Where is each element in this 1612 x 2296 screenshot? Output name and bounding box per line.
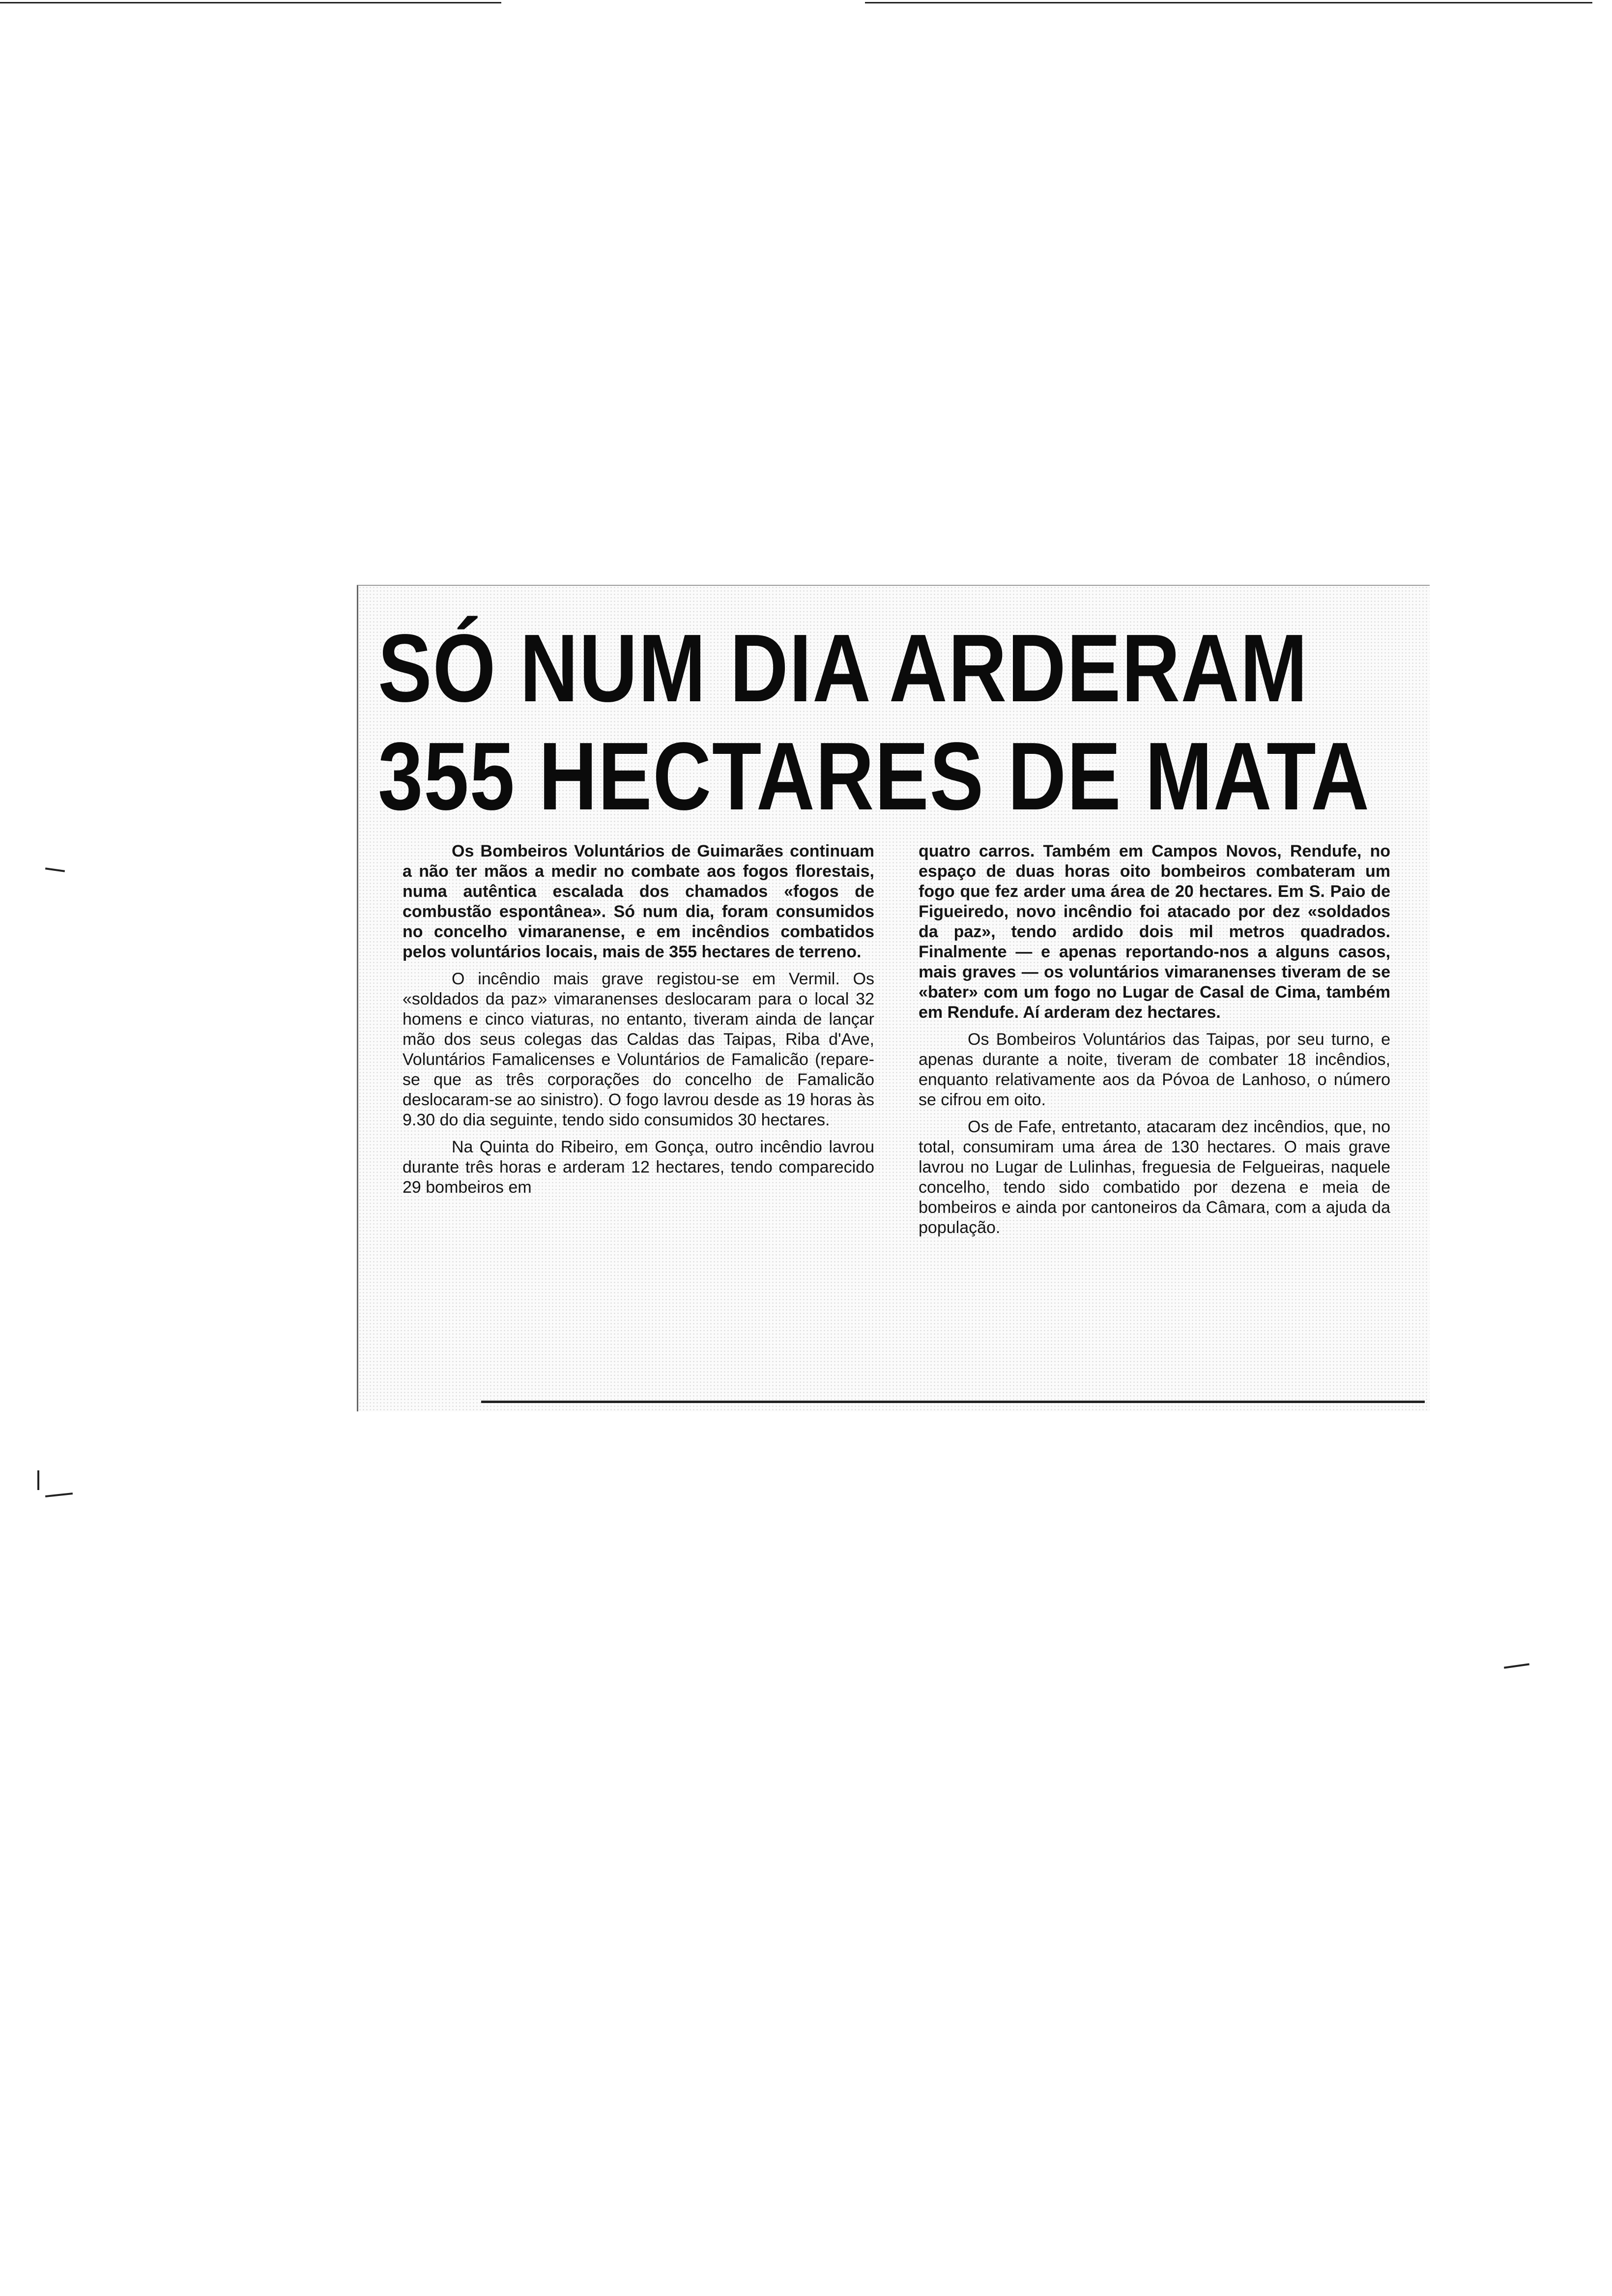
article-paragraph: Os Bombeiros Voluntários das Taipas, por seu turno, e apenas durante a noite, tiveram de combater 18 incêndios, enquanto relativamente aos da Póvoa de Lanhoso, o número se cifrou em oito. (919, 1030, 1390, 1109)
scan-edge-mark (0, 2, 501, 3)
article-paragraph: Os Bombeiros Voluntários de Guimarães continuam a não ter mãos a medir no combate aos fogos florestais, numa autêntica escalada dos chamados «fogos de combustão espontânea». Só num dia, foram consumidos no concelho vimaranense, e em incêndios combatidos pelos voluntários locais, mais de 355 hectares de terreno. (403, 842, 874, 961)
article-paragraph: Na Quinta do Ribeiro, em Gonça, outro incêndio lavrou durante três horas e arderam 12 hectares, tendo comparecido 29 bombeiros em (403, 1138, 874, 1197)
scan-margin-mark (1504, 1663, 1529, 1668)
scan-margin-mark (45, 1492, 73, 1497)
scan-edge-mark (865, 2, 1592, 3)
article-column-left (403, 841, 874, 1205)
article-paragraph: O incêndio mais grave registou-se em Vermil. Os «soldados da paz» vimaranenses deslocaram para o local 32 homens e cinco viaturas, no entanto, tiveram ainda de lançar mão dos seus colegas das Caldas das Taipas, Riba d'Ave, Voluntários Famalicenses e Voluntários de Famalicão (repare-se que as três corporações do concelho de Famalicão deslocaram-se ao sinistro). O fogo lavrou desde as 19 horas às 9.30 do dia seguinte, tendo sido consumidos 30 hectares. (403, 970, 874, 1129)
bottom-rule (481, 1401, 1425, 1403)
article-column-right (919, 841, 1390, 1245)
scan-margin-mark (45, 867, 65, 872)
article-paragraph: quatro carros. Também em Campos Novos, Rendufe, no espaço de duas horas oito bombeiros combateram um fogo que fez arder uma área de 20 hectares. Em S. Paio de Figueiredo, novo incêndio foi atacado por dez «soldados da paz», tendo ardido dois mil metros quadrados. Finalmente — e apenas reportando-nos a alguns casos, mais graves — os voluntários vimaranenses tiveram de se «bater» com um fogo no Lugar de Casal de Cima, também em Rendufe. Aí arderam dez hectares. (919, 842, 1390, 1022)
newspaper-clipping (357, 585, 1430, 1411)
article-paragraph: Os de Fafe, entretanto, atacaram dez incêndios, que, no total, consumiram uma área de 130 hectares. O mais grave lavrou no Lugar de Lulinhas, freguesia de Felgueiras, naquele concelho, tendo sido combatido por dezena e meia de bombeiros e ainda por cantoneiros da Câmara, com a ajuda da população. (919, 1118, 1390, 1237)
headline-line-2: 355 HECTARES DE MATA (378, 722, 1370, 830)
scan-margin-mark (37, 1470, 39, 1490)
headline-line-1: SÓ NUM DIA ARDERAM (378, 614, 1309, 722)
